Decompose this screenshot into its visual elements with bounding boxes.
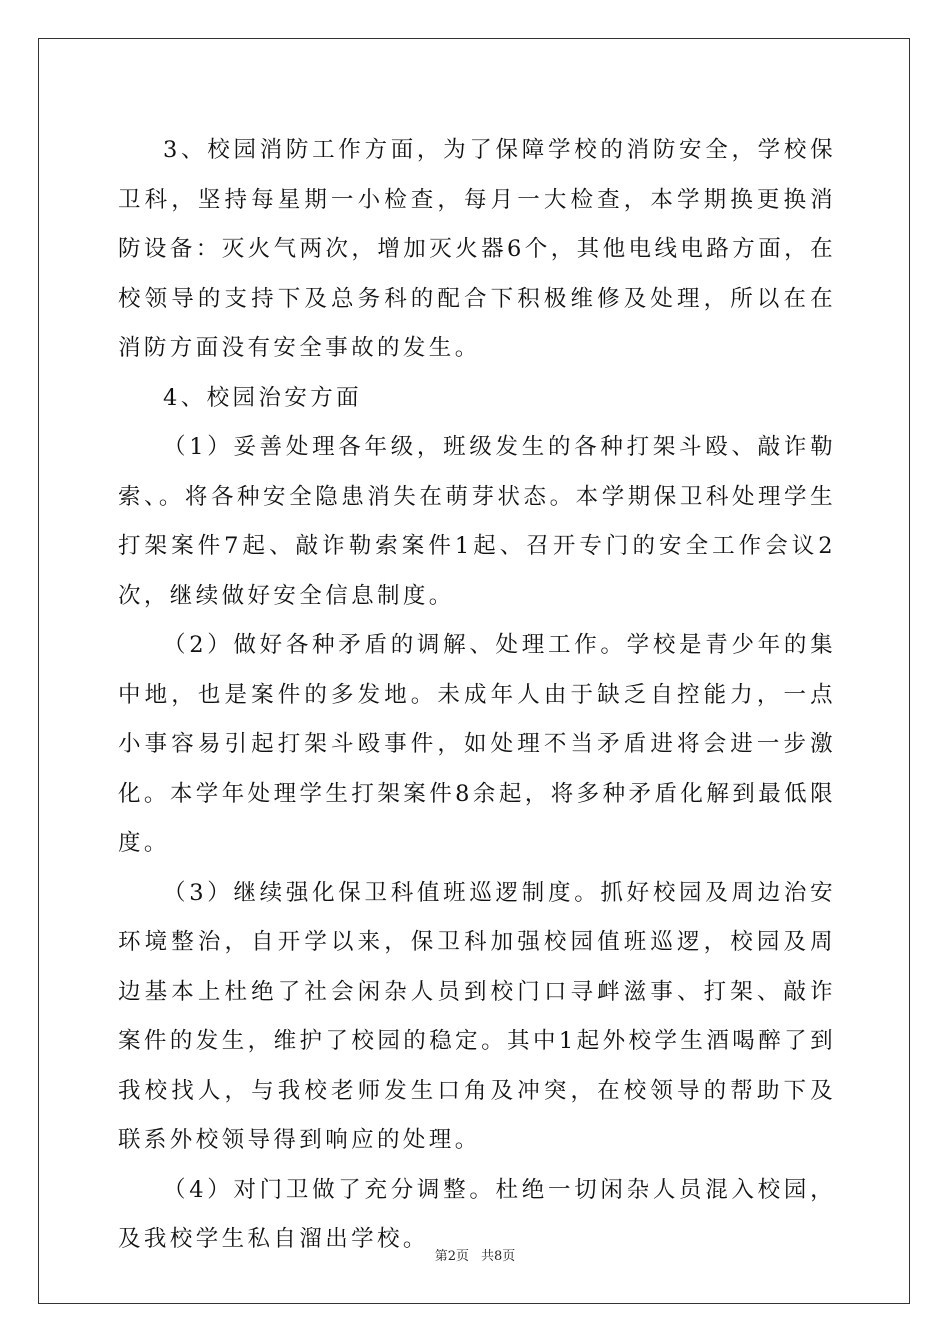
paragraph-item-2: （2）做好各种矛盾的调解、处理工作。学校是青少年的集中地，也是案件的多发地。未成年人由于缺乏自控能力，一点小事容易引起打架斗殴事件，如处理不当矛盾进将会进一步激化。本学年处理学生打架案件8余起，将多种矛盾化解到最低限度。 bbox=[118, 632, 836, 856]
document-body bbox=[118, 126, 836, 1265]
paragraph-item-3: （3）继续强化保卫科值班巡逻制度。抓好校园及周边治安环境整治，自开学以来，保卫科加强校园值班巡逻，校园及周边基本上杜绝了社会闲杂人员到校门口寻衅滋事、打架、敲诈案件的发生，维护了校园的稳定。其中1起外校学生酒喝醉了到我校找人，与我校老师发生口角及冲突，在校领导的帮助下及联系外校领导得到响应的处理。 bbox=[118, 879, 836, 1153]
page-footer bbox=[0, 1245, 950, 1264]
paragraph-item-1: （1）妥善处理各年级，班级发生的各种打架斗殴、敲诈勒索、。将各种安全隐患消失在萌芽状态。本学期保卫科处理学生打架案件7起、敲诈勒索案件1起、召开专门的安全工作会议2次，继续做好安全信息制度。 bbox=[118, 434, 836, 609]
paragraph-item-4: （4）对门卫做了充分调整。杜绝一切闲杂人员混入校园，及我校学生私自溜出学校。 bbox=[118, 1176, 836, 1252]
page-number: 第2页 bbox=[434, 1249, 469, 1264]
paragraph-security-heading: 4、校园治安方面 bbox=[163, 384, 363, 411]
paragraph-fire-safety: 3、校园消防工作方面，为了保障学校的消防安全，学校保卫科，坚持每星期一小检查，每月一大检查，本学期换更换消防设备：灭火气两次，增加灭火器6个，其他电线电路方面，在校领导的支持下及总务科的配合下积极维修及处理，所以在在消防方面没有安全事故的发生。 bbox=[118, 137, 836, 361]
page-total: 共8页 bbox=[481, 1249, 516, 1264]
